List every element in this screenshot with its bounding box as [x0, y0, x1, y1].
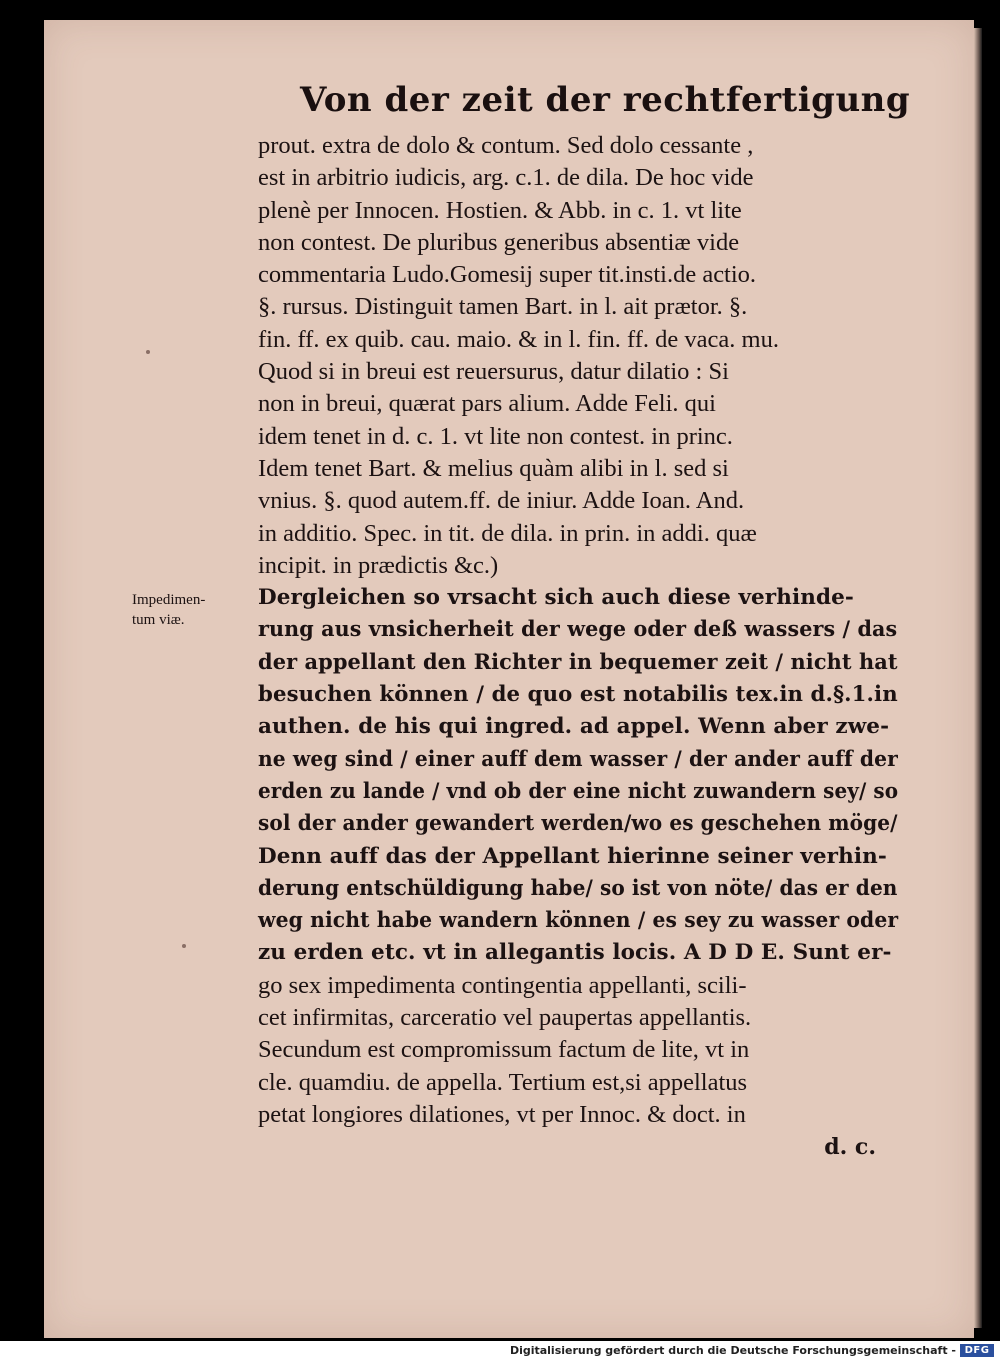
page-blemish — [146, 350, 150, 354]
text-line: plenè per Innocen. Hostien. & Abb. in c. 1. vt lite — [258, 196, 742, 224]
text-line: incipit. in prædictis &c.) — [258, 551, 499, 579]
marginal-note-line: tum viæ. — [132, 612, 185, 628]
text-line: zu erden etc. vt in allegantis locis. A D D E. Sunt er- — [258, 940, 892, 966]
digitization-credit: Digitalisierung gefördert durch die Deutsche Forschungsgemeinschaft - — [509, 1344, 956, 1357]
text-line: cle. quamdiu. de appella. Tertium est,si appellatus — [258, 1068, 748, 1096]
body-text — [258, 130, 898, 1164]
dfg-logo: DFG — [960, 1344, 994, 1357]
text-line: erden zu lande / vnd ob der eine nicht zuwandern sey/ so — [258, 778, 899, 804]
text-line: cet infirmitas, carceratio vel paupertas appellantis. — [258, 1004, 752, 1032]
marginal-note-line: Impedimen- — [132, 592, 206, 608]
text-line: der appellant den Richter in bequemer zeit / nicht hat — [258, 649, 898, 675]
text-line: besuchen können / de quo est notabilis tex.in d.§.1.in — [258, 682, 898, 708]
running-header: Von der zeit der rechtfertigung — [300, 80, 911, 120]
text-line: authen. de his qui ingred. ad appel. Wenn aber zwe- — [258, 714, 890, 740]
text-line: non contest. De pluribus generibus absentiæ vide — [258, 228, 740, 256]
text-line: vnius. §. quod autem.ff. de iniur. Adde Ioan. And. — [258, 487, 745, 515]
text-line: non in breui, quærat pars alium. Adde Feli. qui — [258, 390, 716, 418]
catchword: d. c. — [824, 1134, 876, 1161]
text-line: in additio. Spec. in tit. de dila. in prin. in addi. quæ — [258, 519, 757, 547]
text-line: petat longiores dilationes, vt per Innoc. & doct. in — [258, 1100, 746, 1128]
text-line: Denn auff das der Appellant hierinne seiner verhin- — [258, 843, 887, 869]
text-line: sol der ander gewandert werden/wo es geschehen möge/ — [258, 811, 898, 837]
text-line: Idem tenet Bart. & melius quàm alibi in l. sed si — [258, 454, 729, 482]
text-line: derung entschüldigung habe/ so ist von nöte/ das er den — [258, 875, 898, 901]
text-line: go sex impedimenta contingentia appellanti, scili- — [258, 971, 747, 999]
text-line: Quod si in breui est reuersurus, datur dilatio : Si — [258, 358, 729, 386]
marginal-note — [132, 590, 252, 630]
text-line: Secundum est compromissum factum de lite, vt in — [258, 1036, 750, 1064]
text-line: Dergleichen so vrsacht sich auch diese verhinde- — [258, 585, 854, 611]
text-line: commentaria Ludo.Gomesij super tit.insti.de actio. — [258, 261, 757, 289]
page-edge-shadow — [974, 28, 982, 1328]
text-line: fin. ff. ex quib. cau. maio. & in l. fin. ff. de vaca. mu. — [258, 325, 779, 353]
text-line: est in arbitrio iudicis, arg. c.1. de dila. De hoc vide — [258, 164, 754, 192]
text-line: prout. extra de dolo & contum. Sed dolo cessante , — [258, 132, 754, 159]
text-line: rung aus vnsicherheit der wege oder deß wassers / das — [258, 617, 898, 643]
text-line: idem tenet in d. c. 1. vt lite non contest. in princ. — [258, 422, 733, 450]
text-line: §. rursus. Distinguit tamen Bart. in l. ait prætor. §. — [258, 293, 748, 321]
page-blemish — [182, 944, 186, 948]
text-line: weg nicht habe wandern können / es sey zu wasser oder — [258, 908, 899, 934]
text-line: ne weg sind / einer auff dem wasser / der ander auff der — [258, 746, 898, 772]
